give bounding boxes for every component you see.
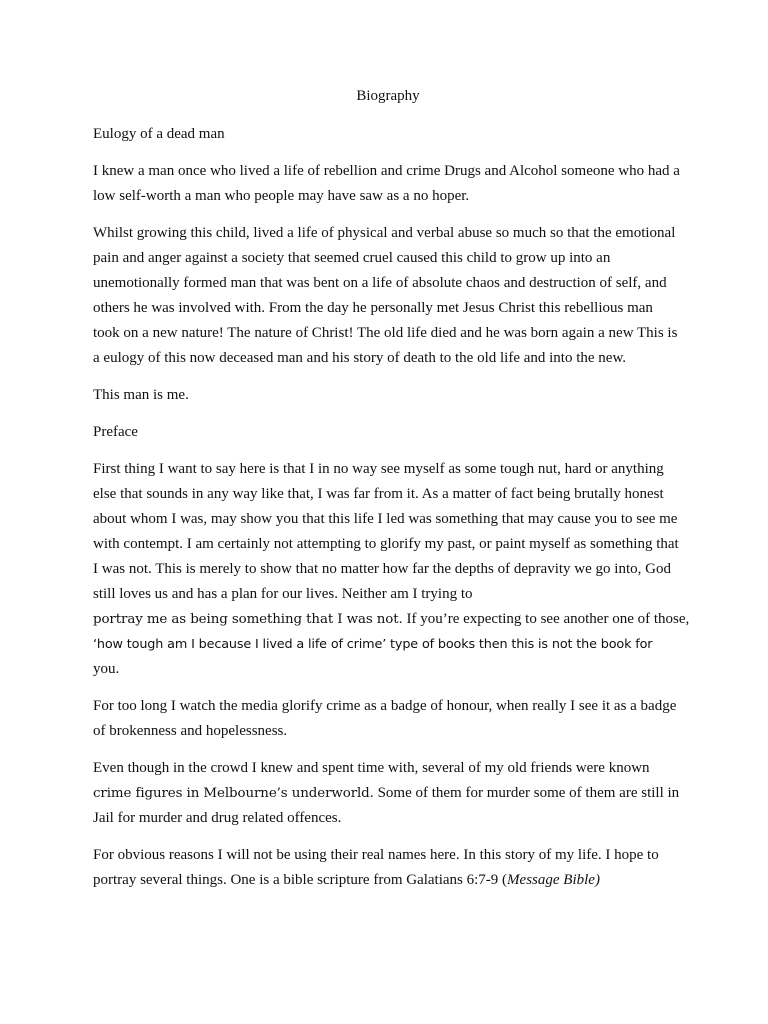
paragraph-7-italic: Message Bible)	[507, 872, 600, 888]
paragraph-2: Whilst growing this child, lived a life of physical and verbal abuse so much so that the emotional pain and anger against a society that seemed cruel caused this child to grow up into an unemotionally formed man that was bent on a life of absolute chaos and destruction of self, and others he was involved with. From the day he personally met Jesus Christ this rebellious man took on a new nature! The nature of Christ! The old life died and he was born again a new This is a eulogy of this now deceased man and his story of death to the old life and into the new.	[93, 225, 678, 366]
heading-eulogy: Eulogy of a dead man	[93, 126, 225, 142]
paragraph-4-part-b: portray me as being something that I was not.	[93, 612, 403, 627]
paragraph-6-part-a: Even though in the crowd I knew and spent time with, several of my old friends were known	[93, 760, 650, 776]
document-title: Biography	[356, 88, 420, 104]
paragraph-3: This man is me.	[93, 387, 189, 403]
document-page	[93, 86, 690, 905]
paragraph-6-part-b: crime figures in Melbourne’s underworld.	[93, 786, 374, 801]
paragraph-4-part-d: ‘how tough am I because I lived a life of crime’ type of books then this is not the book for	[93, 637, 653, 652]
paragraph-1: I knew a man once who lived a life of rebellion and crime Drugs and Alcohol someone who had a low self-worth a man who people may have saw as a no hoper.	[93, 163, 680, 204]
paragraph-5: For too long I watch the media glorify crime as a badge of honour, when really I see it as a badge of brokenness and hopelessness.	[93, 698, 677, 739]
paragraph-4-line-portray	[93, 607, 690, 632]
paragraph-4	[93, 457, 690, 682]
paragraph-4-part-c: If you’re expecting to see another one of those,	[402, 611, 690, 627]
paragraph-4-part-e: you.	[93, 661, 120, 677]
preface-heading: Preface	[93, 424, 138, 440]
paragraph-7-part-a: For obvious reasons I will not be using their real names here. In this story of my life. I hope to portray several things. One is a bible scripture from Galatians 6:7-9 (	[93, 847, 659, 888]
paragraph-6-part-d: Jail for murder and drug related offences.	[93, 810, 342, 826]
paragraph-4-part-a: First thing I want to say here is that I in no way see myself as some tough nut, hard or anything else that sounds in any way like that, I was far from it. As a matter of fact being brutally honest about whom I was, may show you that this life I led was something that may cause you to see me with contempt. I am certainly not attempting to glorify my past, or paint myself as something that I was not. This is merely to show that no matter how far the depths of depravity we go into, God still loves us and has a plan for our lives. Neither am I trying to	[93, 461, 679, 602]
paragraph-6-line-crime	[93, 781, 683, 806]
paragraph-6	[93, 756, 683, 831]
paragraph-7	[93, 843, 683, 893]
paragraph-6-part-c: Some of them for murder some of them are still in	[373, 785, 680, 801]
